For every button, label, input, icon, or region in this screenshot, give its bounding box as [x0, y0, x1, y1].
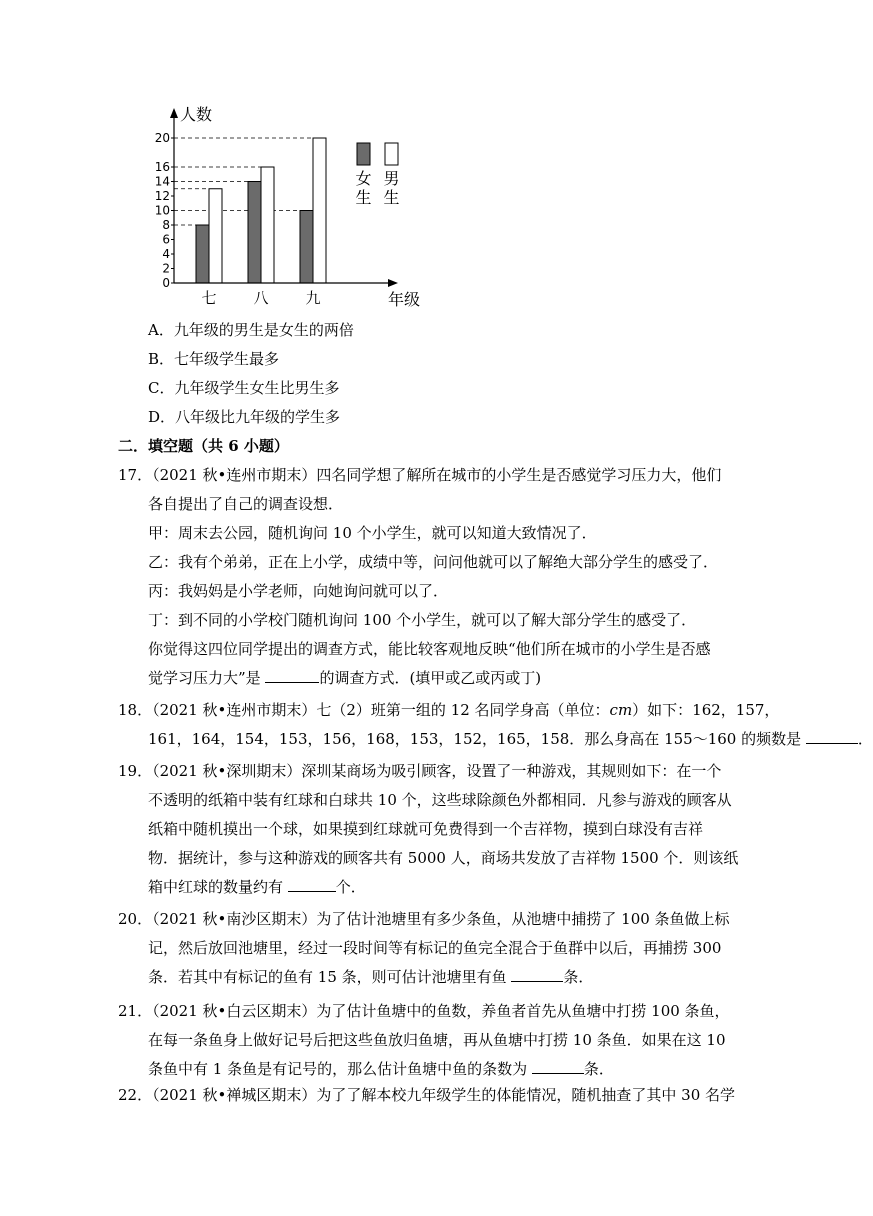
q20-line-3-start: 条．若其中有标记的鱼有 15 条，则可估计池塘里有鱼 — [148, 968, 512, 986]
x-tick-label-2: 九 — [305, 289, 321, 307]
q17-yi: 乙：我有个弟弟，正在上小学，成绩中等，问问他就可以了解绝大部分学生的感受了． — [148, 553, 719, 571]
grade-gender-bar-chart — [138, 100, 428, 312]
q19-line-4: 物．据统计，参与这种游戏的顾客共有 5000 人，商场共发放了吉祥物 1500 个．则该纸 — [148, 849, 739, 867]
x-axis-arrow — [388, 279, 398, 287]
bar-female-2 — [300, 211, 313, 284]
q19-line-3: 纸箱中随机摸出一个球，如果摸到红球就可免费得到一个吉祥物，摸到白球没有吉祥 — [148, 820, 704, 838]
q19-line-2: 不透明的纸箱中装有红球和白球共 10 个，这些球除颜色外都相同．凡参与游戏的顾客从 — [148, 791, 732, 809]
option-a: A．九年级的男生是女生的两倍 — [148, 321, 354, 339]
q19-line-5 — [148, 876, 366, 898]
section-title: 二．填空题（共 6 小题） — [118, 437, 289, 455]
y-tick-label-0: 0 — [162, 276, 170, 290]
option-d: D．八年级比九年级的学生多 — [148, 408, 341, 426]
q17-line-7: 你觉得这四位同学提出的调查方式，能比较客观地反映“他们所在城市的小学生是否感 — [148, 640, 711, 658]
q17-line-2: 各自提出了自己的调查设想． — [148, 495, 344, 513]
y-tick-label-2: 4 — [162, 247, 170, 261]
x-axis-label: 年级 — [388, 290, 421, 309]
q17-line-8-end: 的调查方式．(填甲或乙或丙或丁) — [319, 669, 542, 687]
y-tick-label-4: 8 — [162, 218, 170, 232]
option-b: B．七年级学生最多 — [148, 350, 280, 368]
y-tick-label-1: 2 — [162, 261, 170, 276]
q18-line-2-end: ． — [857, 730, 873, 748]
y-axis-label: 人数 — [180, 105, 213, 124]
q21-line-3-start: 条鱼中有 1 条鱼是有记号的，那么估计鱼塘中鱼的条数为 — [148, 1060, 532, 1078]
bar-chart-svg — [138, 100, 428, 312]
q20-line-3-end: 条． — [563, 968, 594, 986]
q21-line-2: 在每一条鱼身上做好记号后把这些鱼放归鱼塘，再从鱼塘中打捞 10 条鱼．如果在这 10 — [148, 1031, 726, 1049]
q20-line-1: 20．（2021 秋•南沙区期末）为了估计池塘里有多少条鱼，从池塘中捕捞了 100 条鱼做上标 — [118, 910, 730, 928]
q20-answer-blank[interactable] — [511, 966, 563, 982]
q21-line-3-end: 条． — [583, 1060, 614, 1078]
q19-line-5-start: 箱中红球的数量约有 — [148, 878, 288, 896]
q18-line-1-start: 18．（2021 秋•连州市期末）七（2）班第一组的 12 名同学身高（单位： — [118, 701, 610, 719]
q17-jia: 甲：周末去公园，随机询问 10 个小学生，就可以知道大致情况了． — [148, 524, 597, 542]
y-tick-label-3: 6 — [162, 232, 170, 247]
q19-line-5-end: 个． — [335, 878, 366, 896]
bar-male-2 — [313, 138, 326, 283]
q18-line-2 — [148, 728, 873, 750]
q18-answer-blank[interactable] — [806, 728, 858, 744]
x-tick-label-0: 七 — [201, 289, 217, 307]
q21-answer-blank[interactable] — [532, 1058, 584, 1074]
legend-char: 生 — [383, 188, 400, 207]
q18-line-1-end: ）如下：162，157， — [632, 701, 780, 719]
q18-line-2-start: 161，164，154，153，156，168，153，152，165，158．那么身高在 155～160 的频数是 — [148, 730, 806, 748]
x-tick-label-1: 八 — [253, 289, 269, 307]
y-tick-label-7: 14 — [154, 174, 170, 189]
y-tick-label-8: 16 — [154, 160, 170, 174]
q19-line-1: 19．（2021 秋•深圳期末）深圳某商场为吸引顾客，设置了一种游戏，其规则如下：在一个 — [118, 762, 722, 780]
q18-line-1 — [118, 699, 779, 721]
legend-swatch-1 — [385, 143, 398, 165]
legend-swatch-0 — [357, 143, 370, 165]
legend-char: 男 — [383, 169, 400, 188]
legend-char: 女 — [355, 169, 372, 188]
legend-char: 生 — [355, 188, 372, 207]
q20-line-2: 记，然后放回池塘里，经过一段时间等有标记的鱼完全混合于鱼群中以后，再捕捞 300 — [148, 939, 722, 957]
bar-male-0 — [209, 189, 222, 283]
option-c: C．九年级学生女生比男生多 — [148, 379, 340, 397]
bar-female-1 — [248, 182, 261, 284]
q17-answer-blank[interactable] — [265, 667, 319, 683]
q17-ding: 丁：到不同的小学校门随机询问 100 个小学生，就可以了解大部分学生的感受了． — [148, 611, 697, 629]
q21-line-3 — [148, 1058, 614, 1080]
q17-line-8 — [148, 667, 541, 689]
q17-bing: 丙：我妈妈是小学老师，向她询问就可以了． — [148, 582, 449, 600]
y-axis-arrow — [170, 108, 178, 118]
q20-line-3 — [148, 966, 593, 988]
y-tick-label-6: 12 — [154, 189, 170, 203]
q18-unit: cm — [609, 701, 633, 719]
q22-line-1: 22．（2021 秋•禅城区期末）为了了解本校九年级学生的体能情况，随机抽查了其中 30 名学 — [118, 1086, 736, 1104]
bar-female-0 — [196, 225, 209, 283]
q17-line-8-start: 觉学习压力大”是 — [148, 669, 266, 687]
q21-line-1: 21．（2021 秋•白云区期末）为了估计鱼塘中的鱼数，养鱼者首先从鱼塘中打捞 100 条鱼， — [118, 1002, 730, 1020]
q19-answer-blank[interactable] — [288, 876, 336, 892]
y-tick-label-5: 10 — [154, 203, 170, 218]
bar-male-1 — [261, 167, 274, 283]
y-tick-label-9: 20 — [154, 131, 170, 145]
legend-label-1 — [383, 169, 399, 207]
q17-line-1: 17．（2021 秋•连州市期末）四名同学想了解所在城市的小学生是否感觉学习压力大，他们 — [118, 466, 722, 484]
legend-label-0 — [355, 169, 371, 207]
